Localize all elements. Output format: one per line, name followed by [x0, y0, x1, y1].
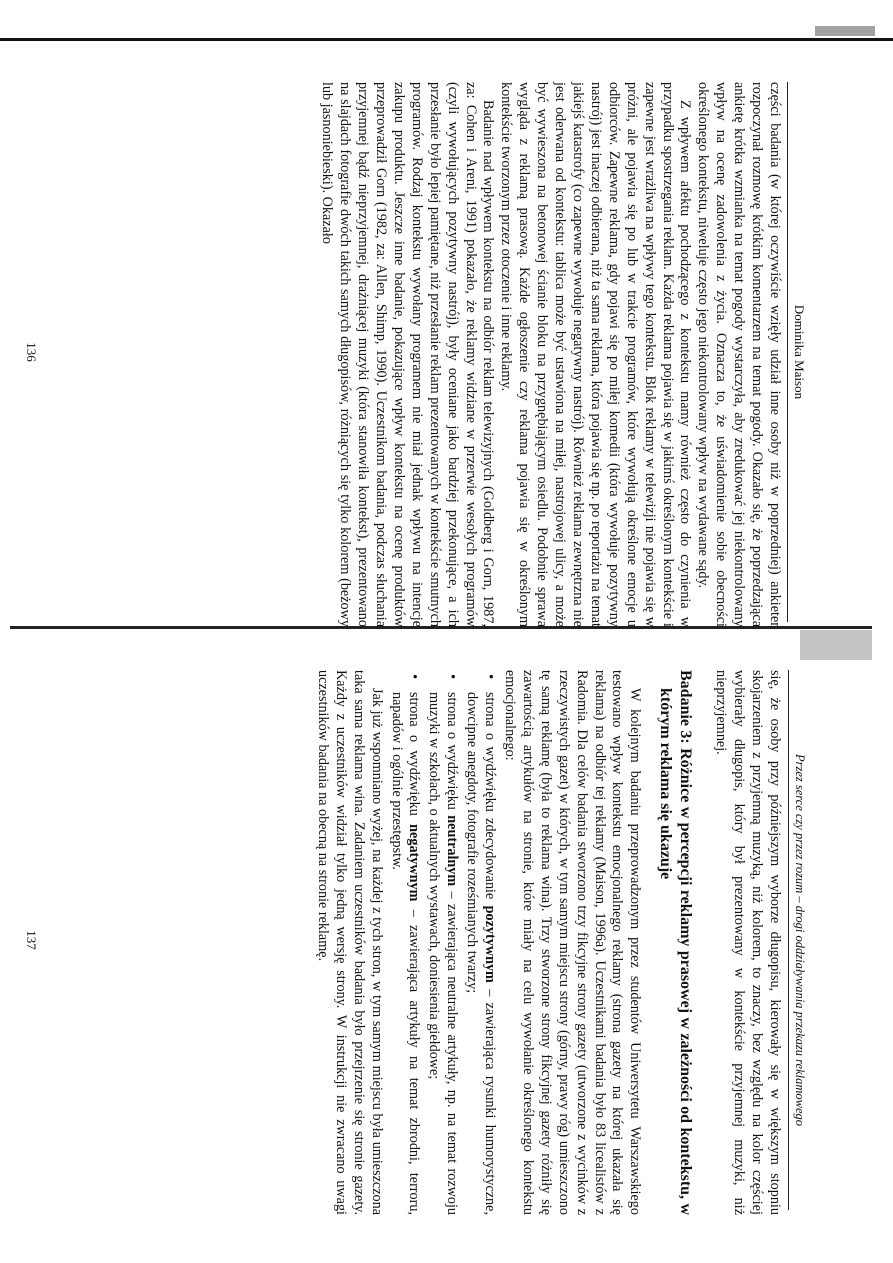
running-header: Dominika Maison	[787, 82, 807, 622]
bullet-item: • strona o wydźwięku neutralnym – zawierająca neutralne artykuły, np. na temat rozwoju muzyki w szkołach, o aktualnych wystawach, doniesienia giełdowe;	[425, 670, 461, 1215]
bullet-item: • strona o wydźwięku negatywnym – zawierająca artykuły na temat zbrodni, terroru, napadów i ogólnie przestępstw.	[387, 670, 423, 1215]
section-title: Badanie 3: Różnice w percepcji reklamy prasowej w zależności od kontekstu, w którym reklama się ukazuje	[657, 670, 695, 1215]
page-body	[313, 670, 783, 1215]
paragraph: Badanie nad wpływem kontekstu na odbiór reklam telewizyjnych (Goldberg i Gorn, 1987, za: Cohen i Areni, 1991) pokazało, że reklamy widziane w przerwie wesołych programów (czyli wywołujących pozytywny nastrój), były oceniane jako bardziej przekonujące, a ich przesłanie było lepiej pamiętane, niż przesłanie reklam prezentowanych w kontekście smutnych programów. Rodzaj kontekstu wywołany programem nie miał jednak wpływu na intencje zakupu produktu. Jeszcze inne badanie, pokazujące wpływ kontekstu na ocenę produktów przeprowadził Gorn (1982, za: Allen, Shimp, 1990). Uczestnikom badania, podczas słuchania przyjemnej bądź nieprzyjemnej, drażniącej muzyki (która stanowiła kontekst), prezentowano na slajdach fotografie dwóch takich samych długopisów, różniących się tylko kolorem (beżowy lub jasnoniebieski). Okazało	[319, 82, 497, 627]
paragraph: Jak już wspomniano wyżej, na każdej z tych stron, w tym samym miejscu była umieszczona taka sama reklama wina. Zadaniem uczestników badania było przejrzenie się stronie gazety. Każdy z uczestników widział tylko jedną wersję strony. W instrukcji nie zwracano uwagi uczestników badania na obecną na stronie reklamę.	[314, 670, 385, 1215]
page-number: 136	[24, 342, 39, 362]
running-header: Przez serce czy przez rozum – drogi oddziaływania przekazu reklamowego	[788, 670, 807, 1210]
page-number: 137	[24, 930, 39, 950]
bullet-item: • strona o wydźwięku zdecydowanie pozytywnym – zawierająca rysunki humorystyczne, dowcipne anegdoty, fotografie roześmianych twarzy;	[462, 670, 498, 1215]
scan-smudge-top	[815, 26, 875, 36]
paragraph: części badania (w której oczywiście wzięły udział inne osoby niż w poprzedniej) ankieter rozpoczynał rozmowę krótkim komentarzem na temat pogody. Okazało się, że poprzedzająca ankietę krótka wzmianka na temat pogody wystarczyła, aby zredukować jej niekontrolowany wpływ na ocenę zadowolenia z życia. Oznacza to, że uświadomienie sobie obecności określonego kontekstu, niweluje często jego niekontrolowany wpływ na wydawane sądy.	[695, 82, 783, 627]
paragraph: się, że osoby przy późniejszym wyborze długopisu, kierowały się w większym stopniu skojarzeniem z przyjemną muzyką, niż kolorem, to znaczy, bez względu na kolor częściej wybierały długopis, który był prezentowany w kontekście przyjemnej muzyki, niż nieprzyjemnej.	[713, 670, 783, 1215]
paragraph: Z wpływem afektu pochodzącego z kontekstu mamy również często do czynienia w przypadku spostrzegania reklam. Każda reklama pojawia się w jakimś określonym kontekście i zapewne jest wrażliwa na wpływy tego kontekstu. Blok reklamy w telewizji nie pojawia się w próżni, ale pojawia się po lub w trakcie programów, które wywołują określone emocje u odbiorców. Zapewne reklama, gdy pojawi się po miłej komedii (która wywołuje pozytywny nastrój) jest inaczej odbierana, niż ta sama reklama, która pojawia się np. po reportażu na temat jakiejś katastrofy (co zapewne wywołuje negatywny nastrój). Również reklama zewnętrzna nie jest oderwana od kontekstu: tablica może być ustawiona na miłej, nastrojowej ulicy, a może być wywieszona na betonowej ścianie bloku na przygnębiającym osiedlu. Podobnie sprawa wygląda z reklamą prasową. Każde ogłoszenie czy reklama pojawia się w określonym kontekście tworzonym przez otoczenie i inne reklamy.	[498, 82, 694, 627]
page-body	[317, 82, 783, 627]
paragraph: W kolejnym badaniu przeprowadzonym przez studentów Uniwersytetu Warszawskiego testowano wpływ kontekstu emocjonalnego reklamy (strona gazety na której ukazała się reklama) na odbiór tej reklamy (Maison, 1996a). Uczestnikami badania było 83 licealistów z Radomia. Dla celów badania stworzono trzy fikcyjne strony gazety (utworzone z wycinków z rzeczywistych gazet) w których, w tym samym miejscu strony (górny, prawy róg) umieszczono tę samą reklamę (była to reklama wina). Trzy stworzone strony fikcyjnej gazety różniły się zawartością artykułów na stronie, które miały na celu wywołanie określonego kontekstu emocjonalnego:	[502, 670, 644, 1215]
page-137	[0, 640, 893, 1245]
page-136	[0, 52, 893, 657]
scan-edge-top	[0, 38, 893, 41]
page-137-content	[0, 640, 893, 1240]
page-136-content	[0, 52, 893, 652]
